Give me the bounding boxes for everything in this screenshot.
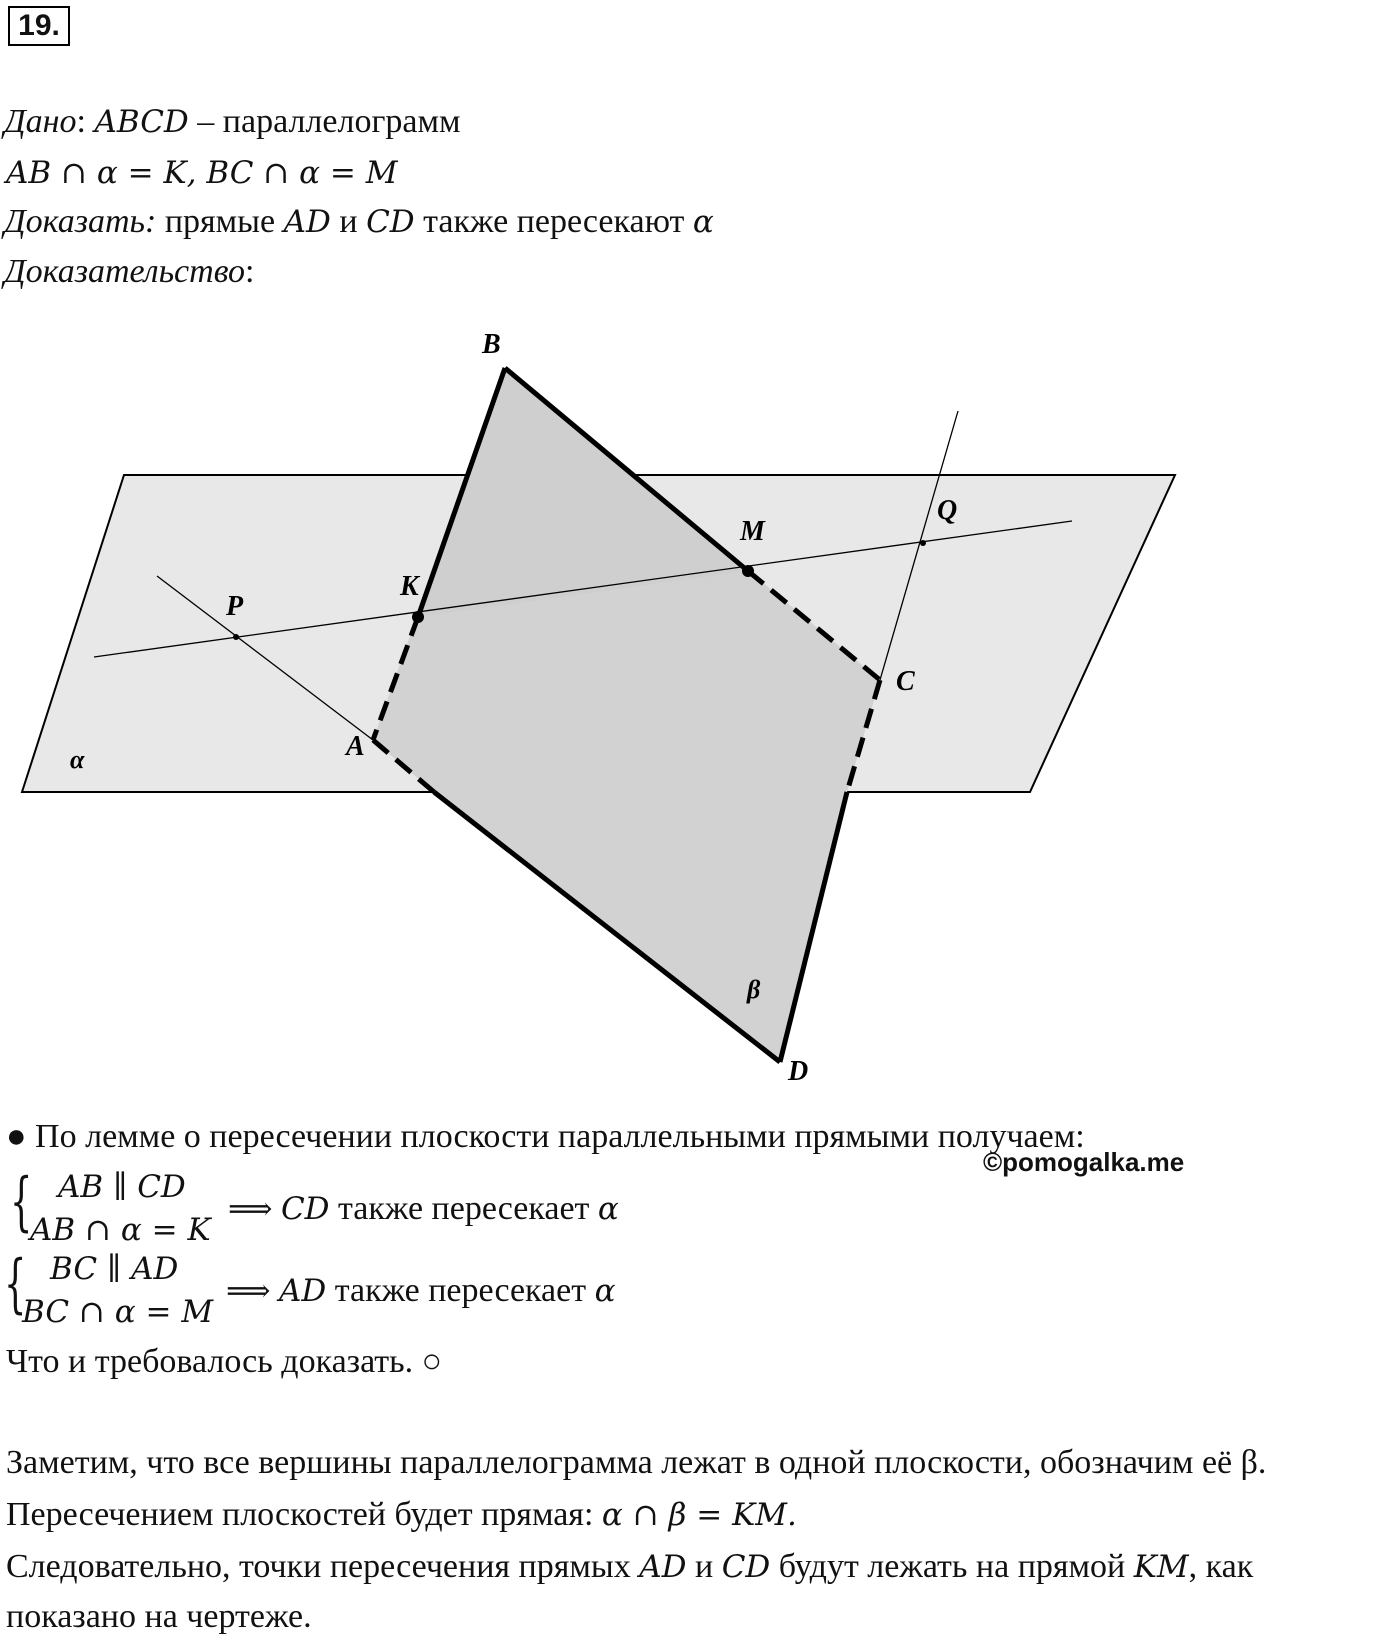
system1-brace: { (10, 1165, 33, 1239)
system2-math: AD (278, 1273, 327, 1309)
note-line-3-text-c: будут лежать на прямой (778, 1548, 1126, 1585)
system1-math: CD (280, 1191, 330, 1227)
system1-implies: ⟹ (228, 1191, 273, 1227)
prove-text-2: и (339, 203, 358, 240)
prove-line (4, 203, 714, 241)
note-line-3 (6, 1548, 1253, 1586)
label-alpha: α (70, 745, 85, 774)
note-line-3-text-a: Следовательно, точки пересечения прямых (6, 1548, 631, 1585)
watermark: ©pomogalka.me (983, 1147, 1185, 1177)
note-line-3-math-3: KM (1133, 1549, 1189, 1585)
system1-math-2: α (597, 1191, 619, 1227)
prove-label: Доказать: (4, 203, 157, 240)
prove-math-2: CD (366, 204, 415, 240)
proof-label-line (4, 253, 254, 291)
label-p: P (226, 591, 244, 622)
system2-result (226, 1272, 616, 1310)
label-m: M (740, 516, 765, 547)
label-b: B (482, 329, 501, 360)
given-line-2: AB ∩ α = K, BC ∩ α = M (6, 155, 398, 191)
given-line (4, 103, 461, 141)
given-dash: – (197, 103, 215, 140)
prove-text-1: прямые (164, 203, 276, 240)
note-line-1: Заметим, что все вершины параллелограмма лежат в одной плоскости, обозначим её β. (6, 1444, 1267, 1481)
label-c: C (896, 666, 915, 697)
note-line-2-math: α ∩ β = KM. (601, 1497, 797, 1533)
note-line-3-math-1: AD (639, 1549, 687, 1585)
lemma-line (6, 1118, 1085, 1156)
point-q (920, 540, 926, 546)
system2-math-2: α (594, 1273, 616, 1309)
system1-row1: AB ∥ CD (58, 1169, 186, 1205)
note-line-2 (6, 1496, 797, 1534)
proof-sep: : (245, 253, 255, 290)
system2-implies: ⟹ (226, 1273, 271, 1309)
geometry-diagram (0, 300, 1400, 1090)
given-label: Дано (4, 103, 77, 140)
prove-math-1: AD (283, 204, 331, 240)
system1-text: также пересекает (338, 1190, 590, 1227)
given-text: параллелограмм (222, 103, 461, 140)
system2-row1: BC ∥ AD (50, 1251, 179, 1287)
point-k (412, 611, 424, 623)
label-d: D (788, 1056, 809, 1087)
label-k: K (400, 571, 419, 602)
system1-row2: AB ∩ α = K (30, 1212, 211, 1248)
note-line-3-text-b: и (695, 1548, 714, 1585)
note-line-2-text: Пересечением плоскостей будет прямая: (6, 1496, 594, 1533)
label-a: A (346, 731, 365, 762)
given-sep: : (76, 103, 86, 140)
lemma-text: По лемме о пересечении плоскости параллельными прямыми получаем: (35, 1118, 1085, 1155)
problem-number: 19. (8, 6, 70, 46)
system2-text: также пересекает (334, 1272, 587, 1309)
point-m (742, 565, 754, 577)
system2-brace: { (4, 1247, 27, 1321)
label-beta: β (747, 975, 761, 1004)
qed-line: Что и требовалось доказать. ○ (6, 1343, 443, 1380)
note-line-3-math-2: CD (721, 1549, 771, 1585)
prove-text-3: также пересекают (423, 203, 685, 240)
bullet: ● (6, 1118, 27, 1155)
system2-row2: BC ∩ α = M (22, 1294, 214, 1330)
point-p (233, 634, 239, 640)
given-figure: ABCD (94, 104, 189, 140)
system1-result (228, 1190, 619, 1228)
proof-label: Доказательство (4, 253, 246, 290)
plane-beta-bottom (434, 792, 847, 1062)
note-line-3-text-d: , как (1188, 1548, 1254, 1585)
prove-math-3: α (692, 204, 714, 240)
note-line-4: показано на чертеже. (6, 1598, 312, 1635)
label-q: Q (937, 495, 958, 526)
